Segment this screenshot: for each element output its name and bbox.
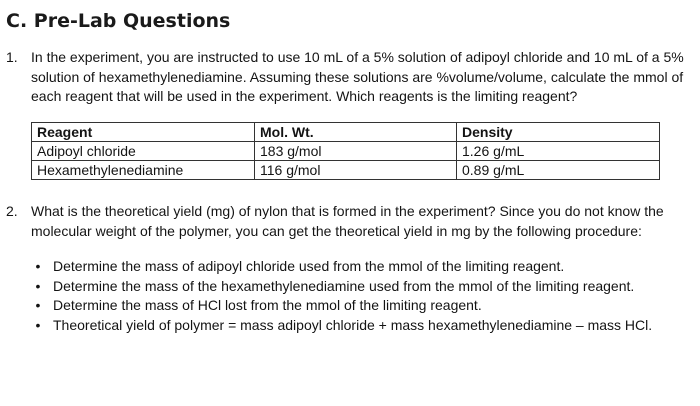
list-item bbox=[31, 296, 691, 316]
question-2-text: What is the theoretical yield (mg) of nylon that is formed in the experiment? Since you do not know the molecular weight of the polymer, you can get the theoretical yield in mg by the following procedure: bbox=[31, 203, 664, 239]
reagent-table bbox=[31, 122, 660, 180]
header-density: Density bbox=[457, 123, 660, 142]
bullet-icon: • bbox=[35, 258, 41, 274]
question-2-number: 2. bbox=[6, 203, 18, 219]
section-title: C. Pre-Lab Questions bbox=[6, 10, 231, 32]
list-item bbox=[31, 277, 691, 297]
header-mol-wt: Mol. Wt. bbox=[255, 123, 457, 142]
question-1-number: 1. bbox=[6, 49, 18, 65]
header-reagent: Reagent bbox=[32, 123, 255, 142]
cell-mol-wt: 183 g/mol bbox=[255, 142, 457, 161]
cell-density: 1.26 g/mL bbox=[457, 142, 660, 161]
table-row bbox=[32, 161, 660, 180]
list-item-text: Determine the mass of HCl lost from the mmol of the limiting reagent. bbox=[53, 297, 482, 313]
list-item bbox=[31, 257, 691, 277]
cell-reagent: Adipoyl chloride bbox=[32, 142, 255, 161]
bullet-icon: • bbox=[35, 316, 41, 333]
cell-mol-wt: 116 g/mol bbox=[255, 161, 457, 180]
cell-density: 0.89 g/mL bbox=[457, 161, 660, 180]
table-row bbox=[32, 142, 660, 161]
list-item-text: Determine the mass of the hexamethylenediamine used from the mmol of the limiting reagent. bbox=[53, 277, 635, 294]
question-1-text: In the experiment, you are instructed to use 10 mL of a 5% solution of adipoyl chloride and 10 mL of a 5% solution of hexamethylenediamine. Assuming these solutions are %volume/volume, calculate the mmol of each reagent that will be used in the experiment. Which reagents is the limiting reagent? bbox=[31, 49, 684, 104]
list-item bbox=[31, 316, 691, 336]
table-header-row bbox=[32, 123, 660, 142]
cell-reagent: Hexamethylenediamine bbox=[32, 161, 255, 180]
list-item-text: Theoretical yield of polymer = mass adipoyl chloride + mass hexamethylenediamine – mass HCl. bbox=[53, 316, 653, 333]
bullet-icon: • bbox=[35, 277, 41, 294]
bullet-icon: • bbox=[35, 297, 41, 313]
list-item-text: Determine the mass of adipoyl chloride used from the mmol of the limiting reagent. bbox=[53, 258, 565, 274]
procedure-list bbox=[31, 257, 691, 335]
